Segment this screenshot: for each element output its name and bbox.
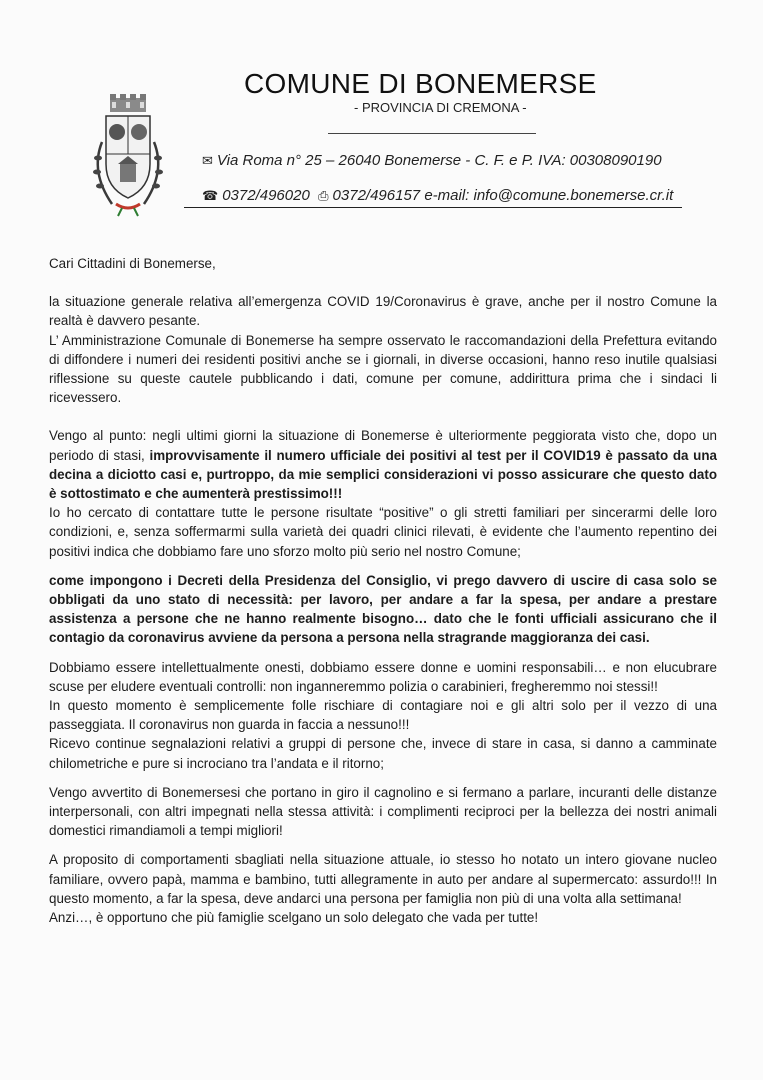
paragraph: Dobbiamo essere intellettualmente onesti, dobbiamo essere donne e uomini responsabili… e non elucubrare scuse per eludere eventuali controlli: non inganneremmo polizia o carabinieri, fregheremmo noi stessi!! [49,659,717,694]
paragraph-text: Vengo al punto: negli ultimi giorni la situazione di Bonemerse è ulteriormente peggiorata visto che, dopo un periodo di stasi, [49,428,717,463]
paragraph-emphasis: improvvisamente il numero ufficiale dei positivi al test per il COVID19 è passato da una decina a diciotto casi e, purtroppo, da mie semplici considerazioni vi posso assicurare che questo dato è sottostimato e che aumenterà prestissimo!!! [49,447,717,502]
coat-of-arms-icon [82,92,174,220]
salutation: Cari Cittadini di Bonemerse, [49,256,216,271]
paragraph: Io ho cercato di contattare tutte le persone risultate “positive” o gli stretti familiari per sincerarmi delle loro condizioni, e, senza soffermarmi sulla varietà dei quadri clinici rilevati, è evidente che l’aumento repentino dei positivi indica che dobbiamo fare uno sforzo molto più serio nel nostro Comune; [49,505,717,559]
page-title: COMUNE DI BONEMERSE [244,68,597,99]
letter-body [49,254,717,927]
contacts-line [202,187,673,204]
phone-icon: ☎ [202,188,219,203]
paragraph [49,426,717,503]
letter-icon: ✉ [202,153,213,168]
address-text: Via Roma n° 25 – 26040 Bonemerse - C. F. e P. IVA: 00308090190 [216,152,662,169]
fax-number: 0372/496157 [332,187,421,204]
phone-number: 0372/496020 [222,187,310,204]
email-text: e-mail: info@comune.bonemerse.cr.it [424,187,674,204]
paragraph: A proposito di comportamenti sbagliati nella situazione attuale, io stesso ho notato un intero giovane nucleo familiare, ovvero papà, mamma e bambino, tutti allegramente in auto per andare al supermercato: assurdo!!! In questo momento, a far la spesa, deve andarci una persona per famiglia non più di una volta alla settimana! [49,852,717,906]
province-subtitle: - PROVINCIA DI CREMONA - [354,100,527,115]
paragraph: Vengo avvertito di Bonemersesi che portano in giro il cagnolino e si fermano a parlare, incuranti delle distanze interpersonali, con altri impegnati nella stessa attività: i complimenti reciproci per la bellezza dei nostri animali domestici rimandiamoli a tempi migliori! [49,784,717,839]
paragraph: come impongono i Decreti della Presidenza del Consiglio, vi prego davvero di uscire di casa solo se obbligati da uno stato di necessità: per lavoro, per andare a far la spesa, per andare a prestare assistenza a persone che ne hanno realmente bisogno… dato che le fonti ufficiali assicurano che il contagio da coronavirus avviene da persona a persona nella stragrande maggioranza dei casi. [49,572,717,646]
paragraph: la situazione generale relativa all’emergenza COVID 19/Coronavirus è grave, anche per il nostro Comune la realtà è davvero pesante. [49,294,717,329]
address-line [202,152,662,169]
divider [328,133,536,134]
paragraph: L’ Amministrazione Comunale di Bonemerse ha sempre osservato le raccomandazioni della Prefettura evitando di diffondere i numeri dei residenti positivi anche se i giornali, in diverse occasioni, hanno reso inutile qualsiasi riflessione su queste cautele pubblicando i dati, comune per comune, addirittura prima che i sindaci li ricevessero. [49,332,717,406]
fax-icon: ⎙ [318,188,329,203]
header-rule [184,207,682,208]
paragraph: Ricevo continue segnalazioni relativi a gruppi di persone che, invece di stare in casa, si danno a camminate chilometriche e pure si incrociano tra l’andata e il ritorno; [49,736,717,771]
paragraph: In questo momento è semplicemente folle rischiare di contagiare noi e gli altri solo per il vezzo di una passeggiata. Il coronavirus non guarda in faccia a nessuno!!! [49,698,717,733]
paragraph: Anzi…, è opportuno che più famiglie scelgano un solo delegato che vada per tutte! [49,910,539,926]
